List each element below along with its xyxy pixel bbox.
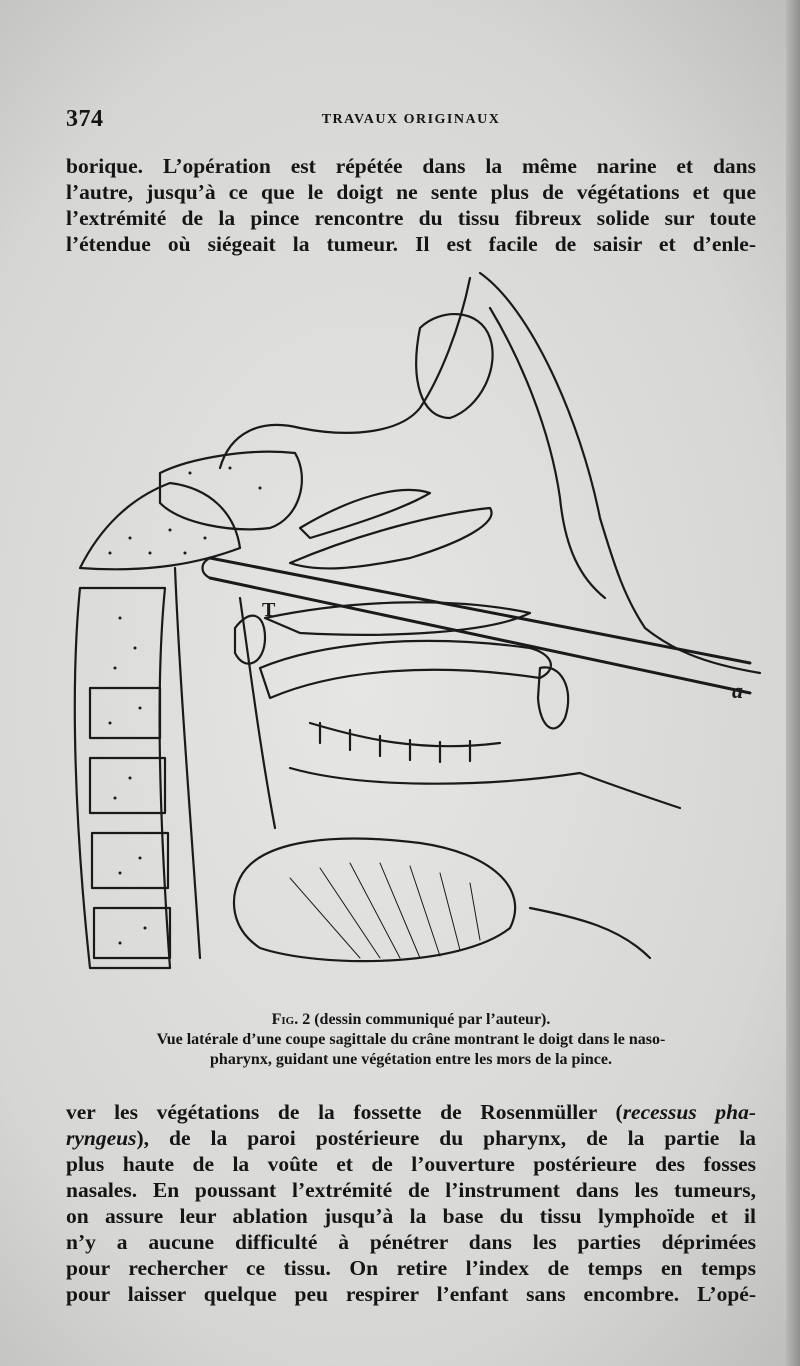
figure-label-a: a [732,678,743,703]
vertebra-2 [90,758,165,813]
text-line: pour rechercher ce tissu. On retire l’index de temps en temps [66,1256,756,1280]
text-line [66,1099,756,1125]
text-line: borique. L’opération est répétée dans la même narine et dans [66,154,756,178]
text-line [66,1125,756,1151]
figure-number: Fig. 2 [271,1011,311,1028]
caption-description-line: pharynx, guidant une végétation entre les mors de la pince. [210,1051,612,1068]
vertebra-1 [90,688,160,738]
text-line: pour laisser quelque peu respirer l’enfant sans encombre. L’opé- [66,1282,756,1306]
paragraph-top [66,153,756,257]
nasal-cartilage [220,278,470,468]
text-line: l’autre, jusqu’à ce que le doigt ne sente plus de végétations et que [66,180,756,204]
sinus-frontal [416,314,492,418]
text-line: l’étendue où siégeait la tumeur. Il est facile de saisir et d’enle- [66,232,756,256]
latin-term: recessus pha- [622,1100,756,1124]
text-line: n’y a aucune difficulté à pénétrer dans les parties déprimées [66,1230,756,1254]
text-line: on assure leur ablation jusqu’à la base du tissu lymphoïde et il [66,1204,756,1228]
sphenoid-sinus [160,452,302,530]
figure-caption [66,1010,756,1070]
text-line: nasales. En poussant l’extrémité de l’instrument dans les tumeurs, [66,1178,756,1202]
lower-jaw [290,768,680,808]
page-number: 374 [66,106,104,132]
hard-palate [260,641,551,698]
sagittal-section-drawing [60,268,780,998]
nasal-cavity-outline [490,308,605,598]
text-line: l’extrémité de la pince rencontre du tissu fibreux solide sur toute [66,206,756,230]
adenoid-vegetation [235,616,265,664]
vertebra-3 [92,833,168,888]
forceps-tip [203,558,211,578]
text-run: ), de la paroi postérieure du pharynx, de la partie la [136,1126,756,1150]
latin-term: ryngeus [66,1126,137,1150]
running-head [66,106,756,136]
text-run: ver les végétations de la fossette de Rosenmüller ( [66,1100,623,1124]
turbinate-upper [300,490,430,538]
figure-note: (dessin communiqué par l’auteur). [314,1011,551,1028]
caption-description-line: Vue latérale d’une coupe sagittale du crâne montrant le doigt dans le naso- [156,1031,666,1048]
lower-lip [530,908,650,958]
pharynx-front [240,598,275,828]
teeth-row [310,723,500,762]
forceps-upper [210,558,750,663]
figure-label-t: T [262,599,276,621]
vertebra-4 [94,908,170,958]
anatomical-figure [60,268,780,998]
forceps-lower [210,578,750,693]
nasal-profile [480,273,760,673]
page-edge-shadow [786,0,800,1366]
text-line: plus haute de la voûte et de l’ouverture postérieure des fosses [66,1152,756,1176]
pharynx-wall [175,568,200,958]
running-head-title: TRAVAUX ORIGINAUX [321,112,501,127]
caption-first-line [272,1011,551,1028]
tongue-fibers [290,863,480,958]
paragraph-bottom [66,1099,756,1307]
